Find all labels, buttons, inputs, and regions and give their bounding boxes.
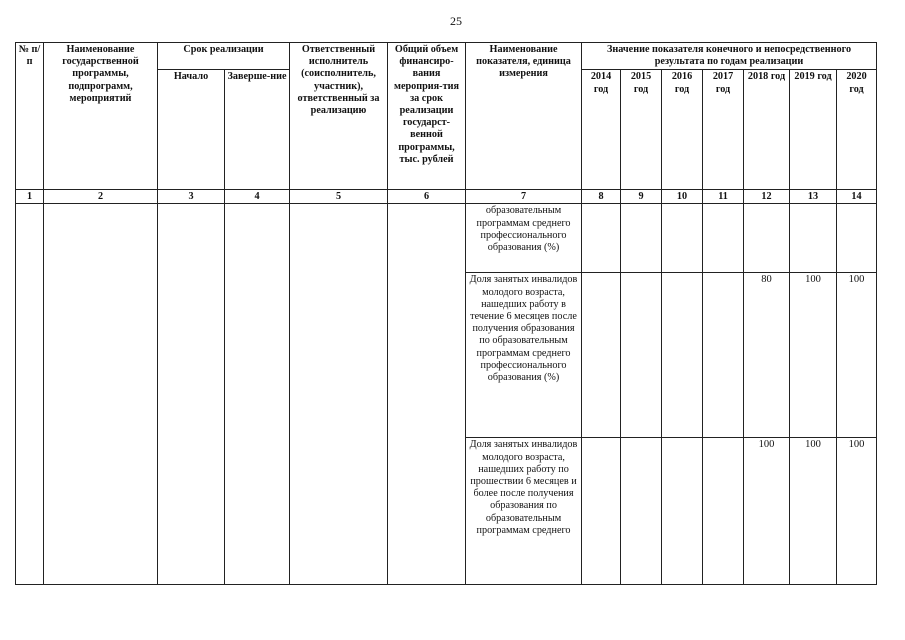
value-cell xyxy=(703,204,744,273)
indicator-cell: Доля занятых инвалидов молодого возраста, нашедших работу по прошествии 6 месяцев и более после получения образования по образовательным программам среднего xyxy=(466,438,582,585)
header-year: 2019 год xyxy=(790,70,837,190)
column-number: 4 xyxy=(225,190,290,204)
cell-end-empty xyxy=(225,204,290,585)
program-indicators-table xyxy=(15,42,877,585)
value-cell xyxy=(621,273,662,438)
column-number: 13 xyxy=(790,190,837,204)
value-cell xyxy=(790,204,837,273)
column-number: 2 xyxy=(44,190,158,204)
column-number: 1 xyxy=(16,190,44,204)
column-number: 6 xyxy=(388,190,466,204)
table-row xyxy=(16,204,877,273)
column-number: 8 xyxy=(582,190,621,204)
indicator-cell: образовательным программам среднего профессионального образования (%) xyxy=(466,204,582,273)
value-cell: 80 xyxy=(744,273,790,438)
header-values: Значение показателя конечного и непосредственного результата по годам реализации xyxy=(582,43,877,70)
header-start: Начало xyxy=(158,70,225,190)
cell-number-empty xyxy=(16,204,44,585)
value-cell xyxy=(837,204,877,273)
value-cell xyxy=(621,204,662,273)
value-cell: 100 xyxy=(837,438,877,585)
column-number: 11 xyxy=(703,190,744,204)
column-number: 14 xyxy=(837,190,877,204)
value-cell: 100 xyxy=(790,273,837,438)
column-number: 12 xyxy=(744,190,790,204)
header-year: 2018 год xyxy=(744,70,790,190)
column-number: 7 xyxy=(466,190,582,204)
value-cell xyxy=(662,204,703,273)
value-cell xyxy=(582,204,621,273)
value-cell xyxy=(744,204,790,273)
page-number: 25 xyxy=(450,14,462,28)
cell-financing-empty xyxy=(388,204,466,585)
cell-program-empty xyxy=(44,204,158,585)
value-cell xyxy=(662,438,703,585)
header-financing: Общий объем финансиро-вания мероприя-тия за срок реализации государст-венной программы, тыс. рублей xyxy=(388,43,466,190)
value-cell xyxy=(703,438,744,585)
value-cell xyxy=(582,273,621,438)
value-cell xyxy=(703,273,744,438)
header-period: Срок реализации xyxy=(158,43,290,70)
value-cell: 100 xyxy=(837,273,877,438)
cell-start-empty xyxy=(158,204,225,585)
header-year: 2020 год xyxy=(837,70,877,190)
header-program-name: Наименование государственной программы, подпрограмм, мероприятий xyxy=(44,43,158,190)
value-cell: 100 xyxy=(790,438,837,585)
header-year: 2016 год xyxy=(662,70,703,190)
header-row-1 xyxy=(16,43,877,70)
column-number: 9 xyxy=(621,190,662,204)
indicator-cell: Доля занятых инвалидов молодого возраста, нашедших работу в течение 6 месяцев после получения образования по образовательным программам среднего профессионального образования (%) xyxy=(466,273,582,438)
header-responsible: Ответственный исполнитель (соисполнитель, участник), ответственный за реализацию xyxy=(290,43,388,190)
header-indicator: Наименование показателя, единица измерения xyxy=(466,43,582,190)
cell-responsible-empty xyxy=(290,204,388,585)
header-number: № п/п xyxy=(16,43,44,190)
column-number: 10 xyxy=(662,190,703,204)
value-cell xyxy=(582,438,621,585)
header-year: 2015 год xyxy=(621,70,662,190)
column-number-row xyxy=(16,190,877,204)
column-number: 5 xyxy=(290,190,388,204)
value-cell xyxy=(662,273,703,438)
column-number: 3 xyxy=(158,190,225,204)
header-year: 2014 год xyxy=(582,70,621,190)
value-cell: 100 xyxy=(744,438,790,585)
value-cell xyxy=(621,438,662,585)
header-end: Заверше-ние xyxy=(225,70,290,190)
header-year: 2017 год xyxy=(703,70,744,190)
